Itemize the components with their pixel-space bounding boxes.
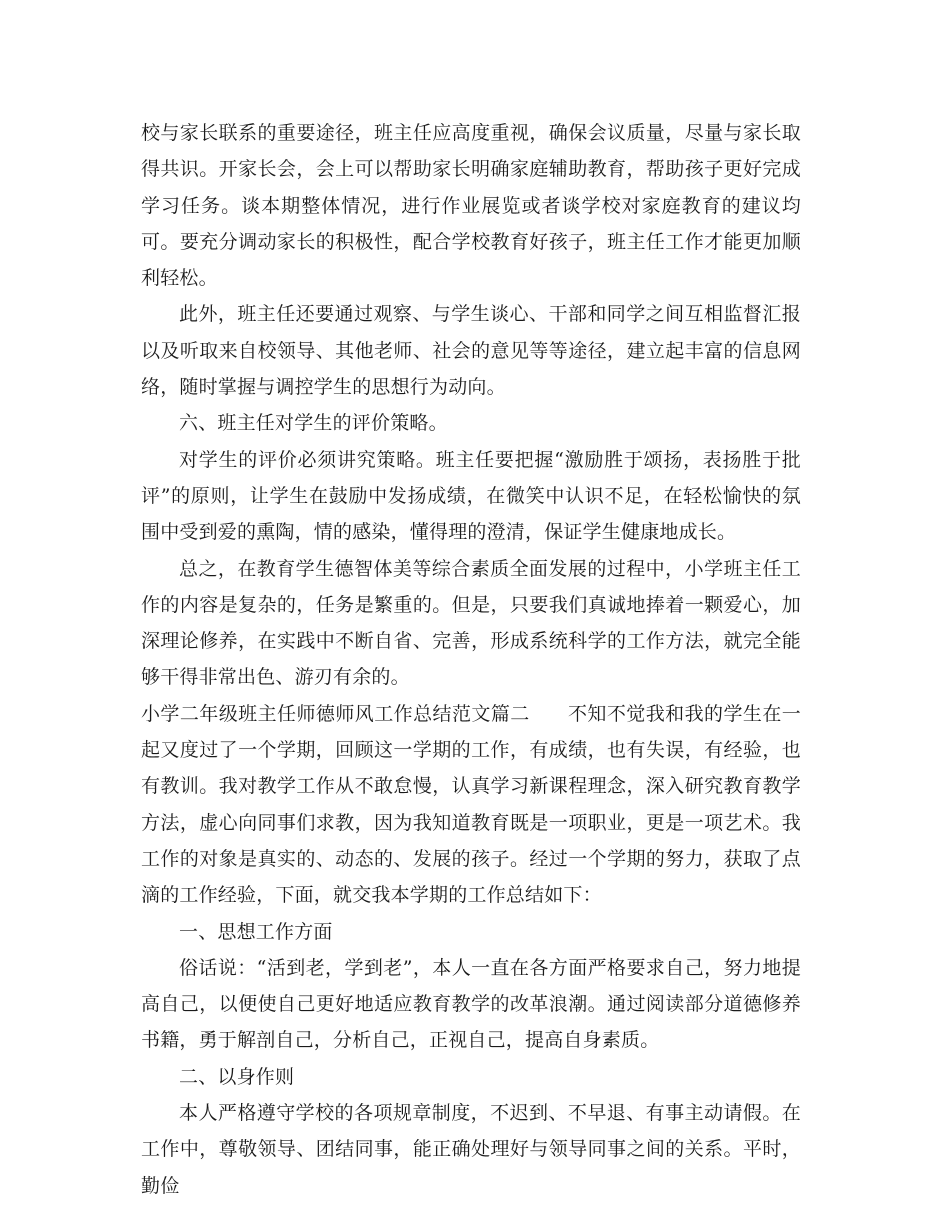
section-heading-lead-by-example: 二、以身作则 [179, 1065, 295, 1088]
article-title: 小学二年级班主任师德师风工作总结范文篇二 [141, 702, 530, 725]
paragraph-information-network: 此外，班主任还要通过观察、与学生谈心、干部和同学之间互相监督汇报以及听取来自校领导、其他老师、社会的意见等等途径，建立起丰富的信息网络，随时掌握与调控学生的思想行为动向。 [141, 303, 801, 399]
paragraph-evaluation-strategy: 对学生的评价必须讲究策略。班主任要把握“激励胜于颂扬，表扬胜于批评”的原则，让学生在鼓励中发扬成绩，在微笑中认识不足，在轻松愉快的氛围中受到爱的熏陶，情的感染，懂得理的澄清，保证学生健康地成长。 [141, 448, 801, 544]
paragraph-conclusion: 总之，在教育学生德智体美等综合素质全面发展的过程中，小学班主任工作的内容是复杂的，任务是繁重的。但是，只要我们真诚地捧着一颗爱心，加深理论修养，在实践中不断自省、完善，形成系统科学的工作方法，就完全能够干得非常出色、游刃有余的。 [141, 557, 801, 689]
paragraph-ideological-work: 俗话说：“活到老，学到老”，本人一直在各方面严格要求自己，努力地提高自己，以便使自己更好地适应教育教学的改革浪潮。通过阅读部分道德修养书籍，勇于解剖自己，分析自己，正视自己，提高自身素质。 [141, 956, 801, 1052]
paragraph-lead-by-example: 本人严格遵守学校的各项规章制度，不迟到、不早退、有事主动请假。在工作中，尊敬领导、团结同事，能正确处理好与领导同事之间的关系。平时，勤俭 [141, 1102, 801, 1197]
section-heading-evaluation-strategy: 六、班主任对学生的评价策略。 [179, 412, 448, 435]
article-intro: 不知不觉我和我的学生在一起又度过了一个学期，回顾这一学期的工作，有成绩，也有失误，有经验，也有教训。我对教学工作从不敢怠慢，认真学习新课程理念，深入研究教育教学方法，虚心向同事们求教，因为我知道教育既是一项职业，更是一项艺术。我工作的对象是真实的、动态的、发展的孩子。经过一个学期的努力，获取了点滴的工作经验，下面，就交我本学期的工作总结如下： [141, 702, 801, 907]
paragraph-parent-meeting: 校与家长联系的重要途径，班主任应高度重视，确保会议质量，尽量与家长取得共识。开家长会，会上可以帮助家长明确家庭辅助教育，帮助孩子更好完成学习任务。谈本期整体情况，进行作业展览或者谈学校对家庭教育的建议均可。要充分调动家长的积极性，配合学校教育好孩子，班主任工作才能更加顺利轻松。 [141, 122, 801, 290]
paragraph-article-two [141, 696, 801, 914]
document-body [141, 115, 801, 1204]
section-heading-ideological-work: 一、思想工作方面 [179, 920, 333, 943]
